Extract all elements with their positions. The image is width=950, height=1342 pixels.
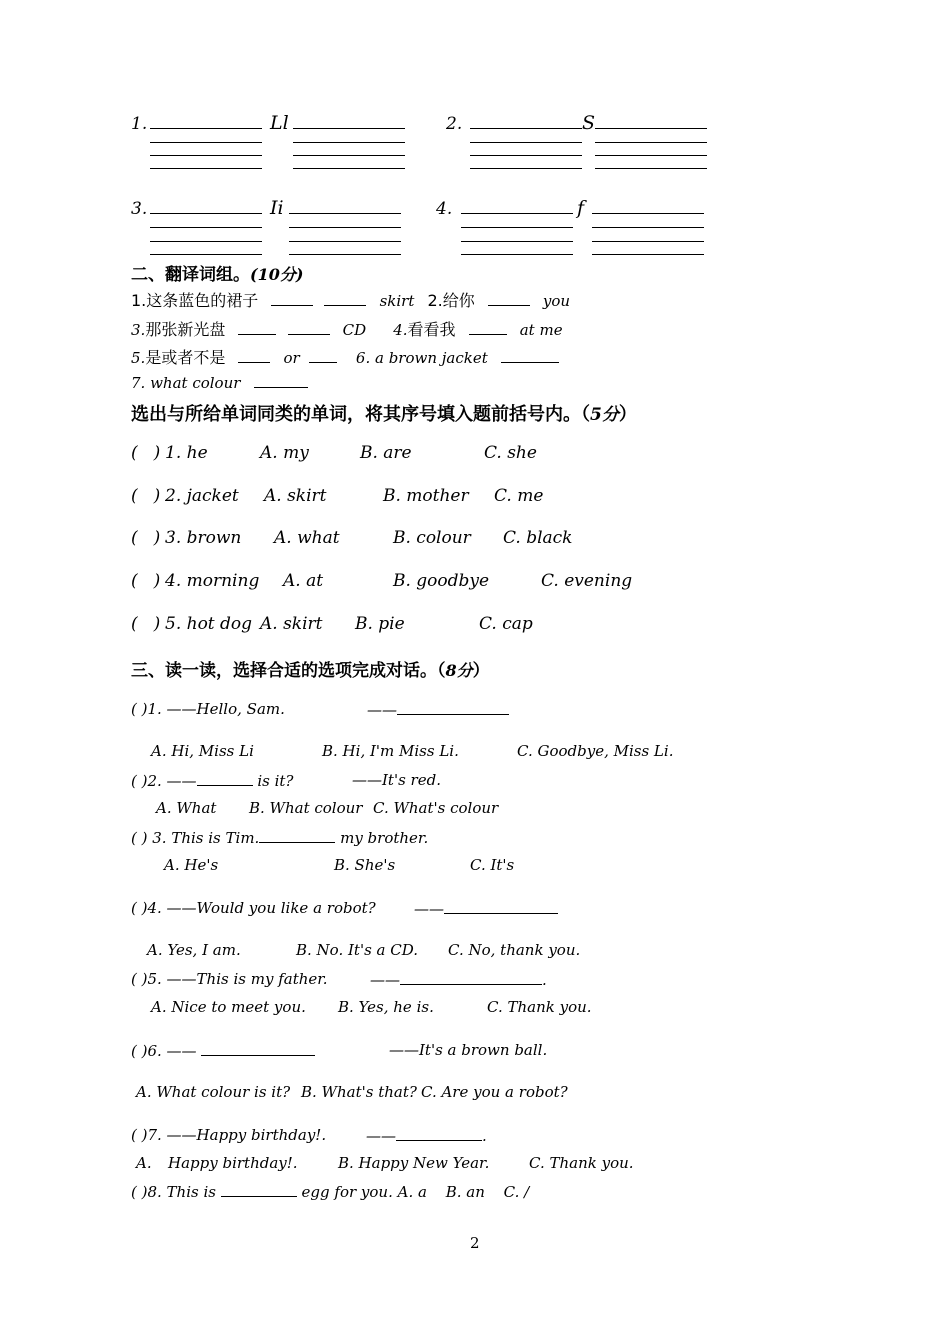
dialogue-q7-response: —— . bbox=[366, 1127, 487, 1145]
dialogue-q4-response: —— bbox=[414, 899, 558, 918]
dialogue-q5-response: —— . bbox=[370, 971, 547, 989]
selection-item: ( ) bbox=[131, 571, 161, 591]
selection-question: 1. he bbox=[165, 443, 208, 463]
page-number: 2 bbox=[470, 1234, 480, 1252]
dialogue-q8: ( )8. This is egg for you. A. a B. an C. / bbox=[131, 1183, 530, 1201]
option-c: C. cap bbox=[479, 614, 533, 634]
option-b: B. mother bbox=[383, 486, 469, 506]
q2-option-a: A. What bbox=[156, 799, 217, 817]
q2-option-c: C. What's colour bbox=[373, 799, 499, 817]
writing-num-3: 3. bbox=[131, 199, 148, 219]
dialogue-q3: ( ) 3. This is Tim. my brother. bbox=[131, 829, 429, 847]
dialogue-q5: ( )5. ——This is my father. bbox=[131, 970, 328, 988]
translation-line-3: 5.是或者不是 or 6. a brown jacket bbox=[131, 345, 559, 368]
writing-num-2: 2. bbox=[446, 114, 463, 134]
selection-question: 5. hot dog bbox=[165, 614, 253, 634]
selection-question: 2. jacket bbox=[165, 486, 239, 506]
section2-heading: 二、翻译词组。(10分) bbox=[131, 265, 304, 285]
selection-item: ( ) bbox=[131, 528, 161, 548]
option-b: B. colour bbox=[393, 528, 471, 548]
q6-option-b: B. What's that? bbox=[301, 1083, 417, 1101]
dialogue-q2: ( )2. —— is it? bbox=[131, 772, 294, 790]
writing-letter-4: f bbox=[577, 197, 585, 219]
writing-num-4: 4. bbox=[436, 199, 453, 219]
option-a: A. my bbox=[260, 443, 309, 463]
option-c: C. she bbox=[484, 443, 537, 463]
q1-option-b: B. Hi, I'm Miss Li. bbox=[322, 742, 459, 760]
option-c: C. evening bbox=[541, 571, 633, 591]
q2-option-b: B. What colour bbox=[249, 799, 363, 817]
q5-option-a: A. Nice to meet you. bbox=[151, 998, 306, 1016]
q1-option-c: C. Goodbye, Miss Li. bbox=[517, 742, 674, 760]
q4-option-c: C. No, thank you. bbox=[448, 941, 581, 959]
selection-item: ( ) bbox=[131, 614, 161, 634]
translation-line-4: 7. what colour bbox=[131, 373, 308, 392]
q5-option-b: B. Yes, he is. bbox=[338, 998, 434, 1016]
dialogue-q4: ( )4. ——Would you like a robot? bbox=[131, 899, 376, 917]
q4-option-b: B. No. It's a CD. bbox=[296, 941, 418, 959]
translation-line-2: 3.那张新光盘 CD 4.看看我 at me bbox=[131, 320, 563, 339]
dialogue-q2-response: ——It's red. bbox=[352, 771, 441, 789]
writing-num-1: 1. bbox=[131, 114, 148, 134]
translation-line-1: 1.这条蓝色的裙子 skirt 2.给你 you bbox=[131, 291, 571, 310]
option-a: A. skirt bbox=[260, 614, 323, 634]
selection-item: ( ) bbox=[131, 486, 161, 506]
selection-heading: 选出与所给单词同类的单词，将其序号填入题前括号内。（5分） bbox=[131, 404, 637, 425]
q3-option-c: C. It's bbox=[470, 856, 515, 874]
dialogue-q6: ( )6. —— bbox=[131, 1041, 315, 1060]
dialogue-q7: ( )7. ——Happy birthday!. bbox=[131, 1126, 327, 1144]
option-a: A. skirt bbox=[264, 486, 327, 506]
q3-option-a: A. He's bbox=[164, 856, 219, 874]
writing-letter-1: Ll bbox=[270, 112, 289, 134]
q4-option-a: A. Yes, I am. bbox=[147, 941, 241, 959]
q7-option-c: C. Thank you. bbox=[529, 1154, 634, 1172]
option-b: B. goodbye bbox=[393, 571, 490, 591]
selection-question: 3. brown bbox=[165, 528, 242, 548]
writing-letter-2: S bbox=[582, 112, 596, 134]
dialogue-q6-response: ——It's a brown ball. bbox=[389, 1041, 548, 1059]
q7-option-a-label: A. bbox=[136, 1154, 152, 1172]
section3-heading: 三、读一读，选择合适的选项完成对话。（8分） bbox=[131, 661, 490, 681]
writing-letter-3: Ii bbox=[270, 197, 284, 219]
option-c: C. me bbox=[494, 486, 544, 506]
selection-question: 4. morning bbox=[165, 571, 260, 591]
option-a: A. what bbox=[274, 528, 340, 548]
q6-option-c: C. Are you a robot? bbox=[421, 1083, 568, 1101]
q3-option-b: B. She's bbox=[334, 856, 396, 874]
q6-option-a: A. What colour is it? bbox=[136, 1083, 291, 1101]
q7-option-b: B. Happy New Year. bbox=[338, 1154, 490, 1172]
dialogue-q1-response: —— bbox=[367, 700, 509, 719]
selection-item: ( ) bbox=[131, 443, 161, 463]
dialogue-q1: ( )1. ——Hello, Sam. bbox=[131, 700, 285, 718]
q7-option-a: Happy birthday!. bbox=[168, 1154, 298, 1172]
option-a: A. at bbox=[283, 571, 324, 591]
q1-option-a: A. Hi, Miss Li bbox=[151, 742, 254, 760]
option-b: B. are bbox=[360, 443, 412, 463]
option-b: B. pie bbox=[355, 614, 405, 634]
option-c: C. black bbox=[503, 528, 573, 548]
q5-option-c: C. Thank you. bbox=[487, 998, 592, 1016]
